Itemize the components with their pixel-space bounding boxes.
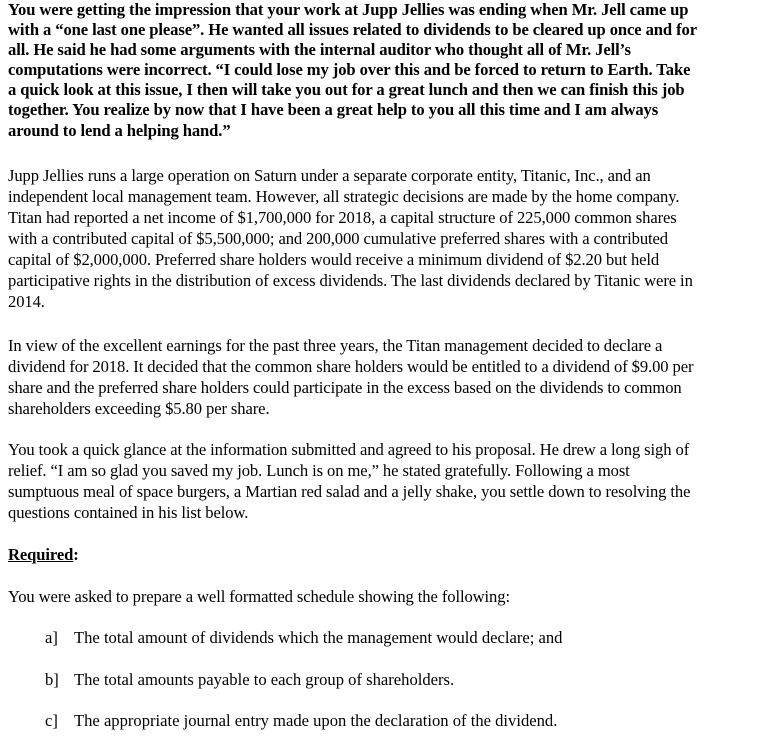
intro-line: computations were incorrect. “I could lose my job over this and be forced to return to Earth. Take bbox=[8, 60, 691, 79]
paragraph-line: Titan had reported a net income of $1,700,000 for 2018, a capital structure of 225,000 common shares bbox=[8, 208, 677, 227]
paragraph-line: shareholders exceeding $5.80 per share. bbox=[8, 399, 270, 418]
paragraph-line: In view of the excellent earnings for the past three years, the Titan management decided to declare a bbox=[8, 336, 663, 355]
list-item-text: The appropriate journal entry made upon the declaration of the dividend. bbox=[74, 711, 558, 730]
intro-line: around to lend a helping hand.” bbox=[8, 121, 231, 140]
paragraph-line: You took a quick glance at the information submitted and agreed to his proposal. He drew a long sigh of bbox=[8, 440, 690, 459]
intro-line: together. You realize by now that I have been a great help to you all this time and I am always bbox=[8, 100, 659, 119]
paragraph-line: share and the preferred share holders could participate in the excess based on the dividends to common bbox=[8, 378, 682, 397]
required-heading bbox=[8, 545, 79, 565]
paragraph-line: relief. “I am so glad you saved my job. Lunch is on me,” he stated gratefully. Following a most bbox=[8, 461, 630, 480]
paragraph-line: independent local management team. However, all strategic decisions are made by the home company. bbox=[8, 187, 680, 206]
paragraph-line: participative rights in the distribution of excess dividends. The last dividends declared by Titanic were in bbox=[8, 271, 693, 290]
list-item-text: The total amount of dividends which the management would declare; and bbox=[74, 628, 563, 647]
paragraph-line: with a contributed capital of $5,500,000; and 200,000 cumulative preferred shares with a contributed bbox=[8, 229, 669, 248]
paragraph-line: questions contained in his list below. bbox=[8, 503, 249, 522]
list-item-text: The total amounts payable to each group of shareholders. bbox=[74, 670, 455, 689]
required-heading-text: Required bbox=[8, 545, 74, 564]
required-heading-colon: : bbox=[73, 545, 79, 564]
paragraph-line: dividend for 2018. It decided that the common share holders would be entitled to a dividend of $9.00 per bbox=[8, 357, 694, 376]
intro-line: a quick look at this issue, I then will take you out for a great lunch and then we can finish this job bbox=[8, 80, 685, 99]
list-item-marker: a] bbox=[45, 628, 58, 647]
list-item-marker: b] bbox=[45, 670, 59, 689]
intro-line: with a “one last one please”. He wanted all issues related to dividends to be cleared up once and for bbox=[8, 20, 698, 39]
intro-line: all. He said he had some arguments with the internal auditor who thought all of Mr. Jell’s bbox=[8, 40, 631, 59]
paragraph-line: capital of $2,000,000. Preferred share holders would receive a minimum dividend of $2.20 but held bbox=[8, 250, 660, 269]
paragraph-line: sumptuous meal of space burgers, a Martian red salad and a jelly shake, you settle down to resolving the bbox=[8, 482, 691, 501]
paragraph-line: 2014. bbox=[8, 292, 45, 311]
intro-line: You were getting the impression that your work at Jupp Jellies was ending when Mr. Jell came up bbox=[8, 0, 689, 19]
required-prompt: You were asked to prepare a well formatted schedule showing the following: bbox=[8, 587, 510, 606]
list-item-marker: c] bbox=[45, 711, 58, 730]
paragraph-line: Jupp Jellies runs a large operation on Saturn under a separate corporate entity, Titanic, Inc., and an bbox=[8, 166, 651, 185]
